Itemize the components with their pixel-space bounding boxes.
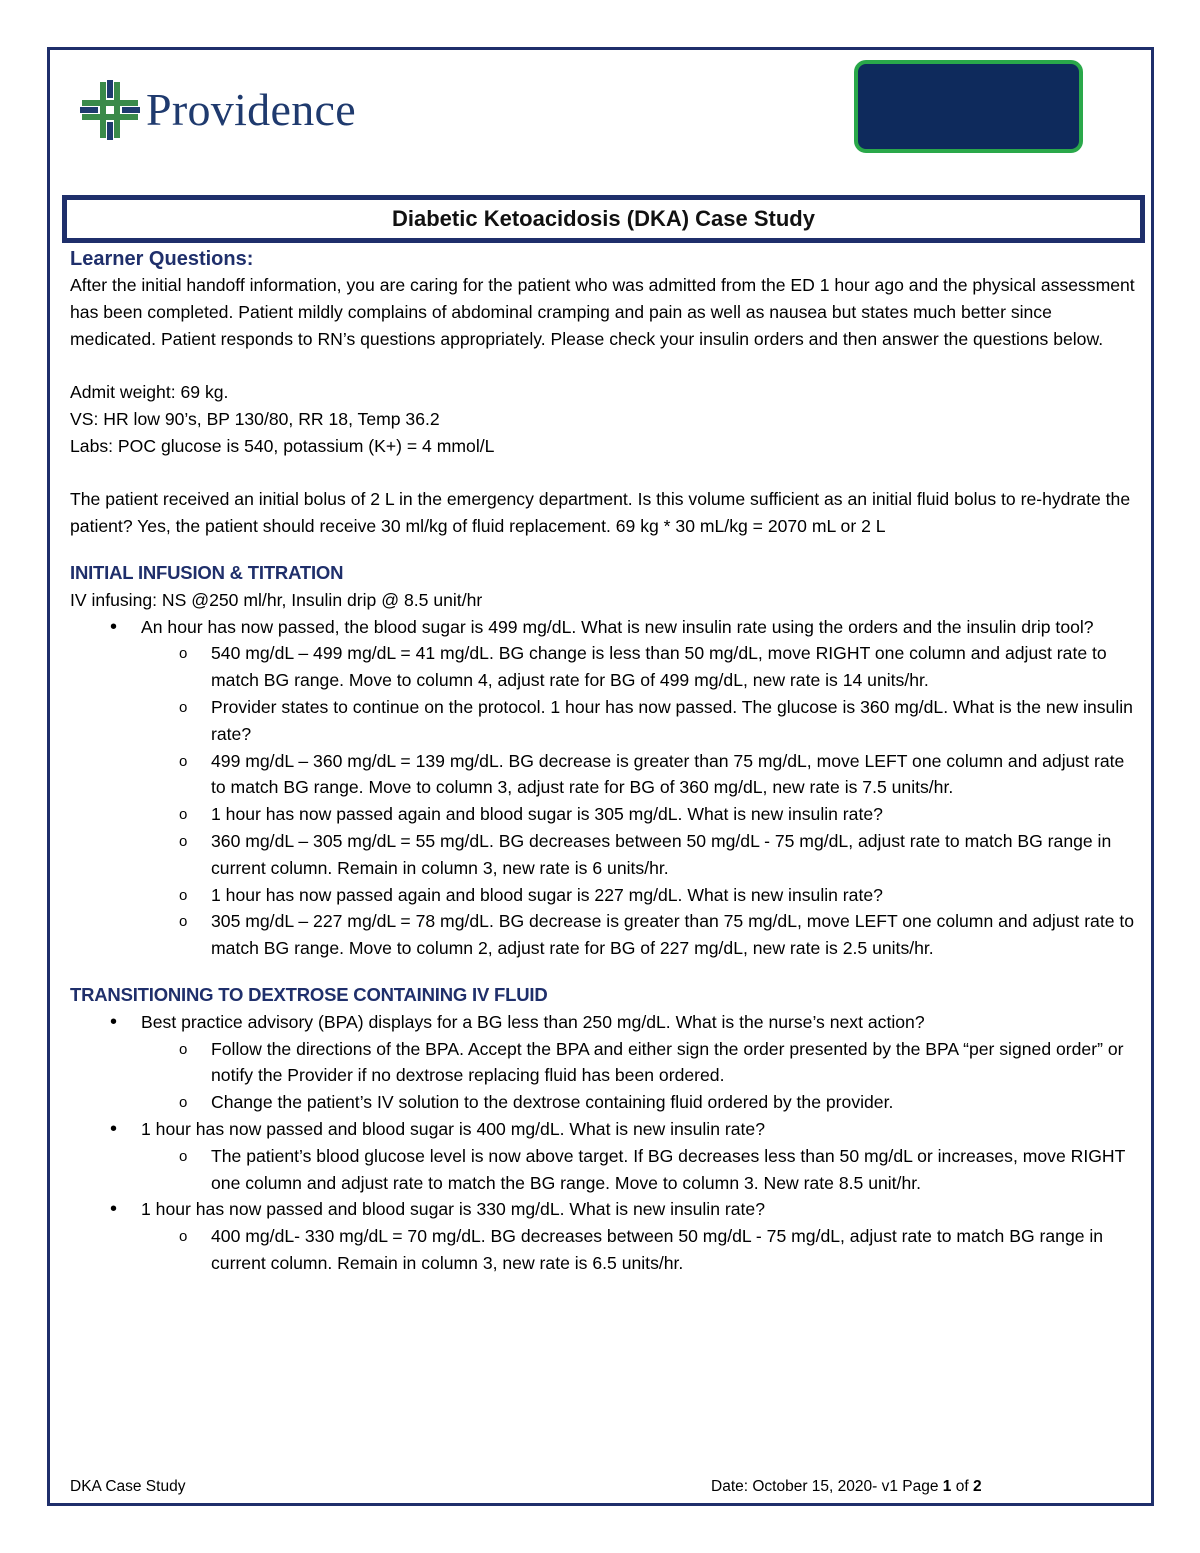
sublist-item: o 360 mg/dL – 305 mg/dL = 55 mg/dL. BG decreases between 50 mg/dL - 75 mg/dL, adjust rate to match BG range in current column. Remain in column 3, new rate is 6 units/hr.: [70, 828, 1135, 882]
document-body: [70, 246, 1135, 1277]
sublist-item: o 1 hour has now passed again and blood sugar is 227 mg/dL. What is new insulin rate?: [70, 882, 1135, 909]
section1-list: [70, 614, 1135, 962]
sublist-item: o 400 mg/dL- 330 mg/dL = 70 mg/dL. BG decreases between 50 mg/dL - 75 mg/dL, adjust rate to match BG range in current column. Remain in column 3, new rate is 6.5 units/hr.: [70, 1223, 1135, 1277]
sublist-item: o The patient’s blood glucose level is now above target. If BG decreases less than 50 mg/dL or increases, move RIGHT one column and adjust rate to match the BG range. Move to column 3. New rate 8.5 unit/hr.: [70, 1143, 1135, 1197]
section2-list: [70, 1009, 1135, 1277]
list-item: • 1 hour has now passed and blood sugar is 400 mg/dL. What is new insulin rate? o The patient’s blood glucose level is now above target. If BG decreases less than 50 mg/dL or increases, move RIGHT one column and adjust rate to match the BG range. Move to column 3. New rate 8.5 unit/hr.: [70, 1116, 1135, 1196]
document-title: Diabetic Ketoacidosis (DKA) Case Study: [392, 206, 815, 231]
list-item: • 1 hour has now passed and blood sugar is 330 mg/dL. What is new insulin rate? o 400 mg/dL- 330 mg/dL = 70 mg/dL. BG decreases between 50 mg/dL - 75 mg/dL, adjust rate to match BG range in current column. Remain in column 3, new rate is 6.5 units/hr.: [70, 1196, 1135, 1276]
brand-name: Providence: [146, 84, 356, 135]
title-box: [63, 196, 1144, 242]
iv-infusing-line: IV infusing: NS @250 ml/hr, Insulin drip @ 8.5 unit/hr: [70, 589, 483, 610]
footer-page-info: Date: October 15, 2020- v1 Page 1 of 2: [711, 1478, 982, 1495]
labs: Labs: POC glucose is 540, potassium (K+) = 4 mmol/L: [70, 435, 495, 456]
vital-signs: VS: HR low 90’s, BP 130/80, RR 18, Temp 36.2: [70, 408, 440, 429]
sublist-item: o Change the patient’s IV solution to the dextrose containing fluid ordered by the provider.: [70, 1089, 1135, 1116]
sublist: [141, 1223, 1135, 1277]
admit-weight: Admit weight: 69 kg.: [70, 382, 229, 403]
sublist: [141, 1143, 1135, 1197]
page-total: 2: [972, 1478, 982, 1495]
sublist-item: o Follow the directions of the BPA. Accept the BPA and either sign the order presented by the BPA “per signed order” or notify the Provider if no dextrose replacing fluid has been ordered.: [70, 1036, 1135, 1090]
header-badge: [854, 60, 1083, 153]
bolus-paragraph: The patient received an initial bolus of 2 L in the emergency department. Is this volume sufficient as an initial fluid bolus to re-hydrate the patient? Yes, the patient should receive 30 ml/kg of fluid replacement. 69 kg * 30 mL/kg = 2070 mL or 2 L: [70, 489, 1131, 537]
providence-cross-logo: [80, 80, 140, 140]
sublist-item: o 1 hour has now passed again and blood sugar is 305 mg/dL. What is new insulin rate?: [70, 801, 1135, 828]
sublist: [141, 1036, 1135, 1116]
intro-paragraph: After the initial handoff information, you are caring for the patient who was admitted from the ED 1 hour ago and the physical assessment has been completed. Patient mildly complains of abdominal cramping and pain as well as nausea but states much better since medicated. Patient responds to RN’s questions appropriately. Please check your insulin orders and then answer the questions below.: [70, 275, 1135, 349]
page-number: 1: [942, 1478, 952, 1495]
footer-doc-name: DKA Case Study: [70, 1478, 186, 1495]
section-heading-dextrose: TRANSITIONING TO DEXTROSE CONTAINING IV FLUID: [70, 983, 548, 1005]
sublist-item: o 540 mg/dL – 499 mg/dL = 41 mg/dL. BG change is less than 50 mg/dL, move RIGHT one column and adjust rate to match BG range. Move to column 4, adjust rate for BG of 499 mg/dL, new rate is 14 units/hr.: [70, 640, 1135, 694]
learner-heading: Learner Questions:: [70, 248, 254, 270]
section-heading-initial-infusion: INITIAL INFUSION & TITRATION: [70, 561, 344, 583]
sublist-item: o 305 mg/dL – 227 mg/dL = 78 mg/dL. BG decrease is greater than 75 mg/dL, move LEFT one column and adjust rate to match BG range. Move to column 2, adjust rate for BG of 227 mg/dL, new rate is 2.5 units/hr.: [70, 908, 1135, 962]
list-item: • Best practice advisory (BPA) displays for a BG less than 250 mg/dL. What is the nurse’s next action? o Follow the directions of the BPA. Accept the BPA and either sign the order presented by the BPA “per signed order” or notify the Provider if no dextrose replacing fluid has been ordered. o Change the patient’s IV solution to the dextrose containing fluid ordered by the provider.: [70, 1009, 1135, 1116]
sublist-item: o 499 mg/dL – 360 mg/dL = 139 mg/dL. BG decrease is greater than 75 mg/dL, move LEFT one column and adjust rate to match BG range. Move to column 3, adjust rate for BG of 360 mg/dL, new rate is 7.5 units/hr.: [70, 748, 1135, 802]
sublist: [141, 640, 1135, 962]
sublist-item: o Provider states to continue on the protocol. 1 hour has now passed. The glucose is 360 mg/dL. What is the new insulin rate?: [70, 694, 1135, 748]
list-item: • An hour has now passed, the blood sugar is 499 mg/dL. What is new insulin rate using the orders and the insulin drip tool? o 540 mg/dL – 499 mg/dL = 41 mg/dL. BG change is less than 50 mg/dL, move RIGHT one column and adjust rate to match BG range. Move to column 4, adjust rate for BG of 499 mg/dL, new rate is 14 units/hr. o Provider states to continue on the protocol. 1 hour has now passed. The glucose is 360 mg/dL. What is the new insulin rate? o 499 mg/dL – 360 mg/dL = 139 mg/dL. BG decrease is greater than 75 mg/dL, move LEFT one column and adjust rate to match BG range. Move to column 3, adjust rate for BG of 360 mg/dL, new rate is 7.5 units/hr. o 1 hour has now passed again and blood sugar is 305 mg/dL. What is new insulin rate? o 360 mg/dL – 305 mg/dL = 55 mg/dL. BG decreases between 50 mg/dL - 75 mg/dL, adjust rate to match BG range in current column. Remain in column 3, new rate is 6 units/hr. o 1 hour has now passed again and blood sugar is 227 mg/dL. What is new insulin rate? o 305 mg/dL – 227 mg/dL = 78 mg/dL. BG decrease is greater than 75 mg/dL, move LEFT one column and adjust rate to match BG range. Move to column 2, adjust rate for BG of 227 mg/dL, new rate is 2.5 units/hr.: [70, 614, 1135, 962]
